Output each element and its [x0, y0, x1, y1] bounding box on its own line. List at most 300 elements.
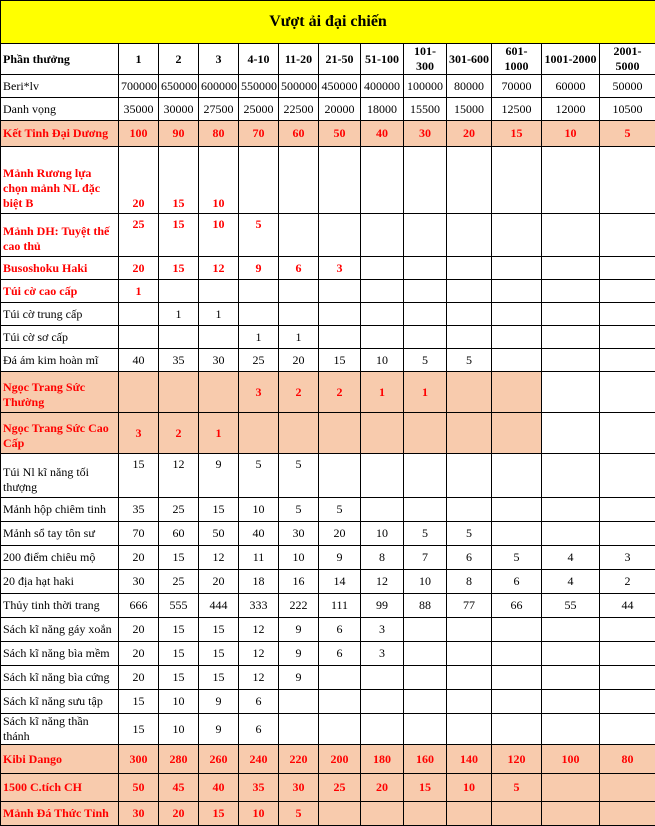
reward-value-cell: 3 [361, 642, 404, 666]
reward-name-cell: Đá ám kim hoàn mĩ [1, 349, 119, 372]
reward-value-cell: 240 [239, 745, 279, 774]
reward-value-cell: 20 [361, 774, 404, 802]
reward-value-cell: 20 [199, 570, 239, 594]
reward-value-cell [361, 257, 404, 280]
reward-value-cell: 20000 [319, 98, 361, 121]
reward-value-cell [361, 147, 404, 214]
reward-value-cell [600, 257, 655, 280]
reward-value-cell: 3 [600, 546, 655, 570]
reward-value-cell [600, 774, 655, 802]
reward-value-cell: 5 [279, 802, 319, 826]
reward-value-cell: 222 [279, 594, 319, 618]
reward-value-cell: 280 [159, 745, 199, 774]
reward-value-cell: 3 [319, 257, 361, 280]
reward-value-cell [447, 413, 492, 454]
reward-value-cell [319, 214, 361, 257]
reward-value-cell: 6 [279, 257, 319, 280]
reward-value-cell [492, 618, 542, 642]
reward-value-cell: 5 [404, 349, 447, 372]
reward-value-cell [492, 498, 542, 522]
reward-value-cell: 12000 [542, 98, 600, 121]
reward-value-cell [279, 690, 319, 714]
reward-value-cell: 11 [239, 546, 279, 570]
reward-value-cell [361, 326, 404, 349]
reward-value-cell: 27500 [199, 98, 239, 121]
reward-value-cell [404, 690, 447, 714]
reward-value-cell: 30 [119, 802, 159, 826]
reward-value-cell [404, 147, 447, 214]
reward-value-cell: 20 [447, 121, 492, 147]
reward-value-cell: 5 [447, 522, 492, 546]
reward-name-cell: Túi cờ cao cấp [1, 280, 119, 303]
reward-value-cell: 35000 [119, 98, 159, 121]
header-cell: Phần thưởng [1, 44, 119, 75]
reward-value-cell: 60 [279, 121, 319, 147]
reward-value-cell: 10 [542, 121, 600, 147]
reward-value-cell: 40 [239, 522, 279, 546]
reward-value-cell [447, 257, 492, 280]
reward-value-cell: 50000 [600, 75, 655, 98]
reward-name-cell: Kết Tinh Đại Dương [1, 121, 119, 147]
reward-value-cell [404, 257, 447, 280]
reward-value-cell [319, 802, 361, 826]
table-row [1, 257, 655, 280]
reward-value-cell: 120 [492, 745, 542, 774]
reward-value-cell: 6 [319, 618, 361, 642]
reward-value-cell [447, 690, 492, 714]
header-cell: 21-50 [319, 44, 361, 75]
reward-value-cell [319, 666, 361, 690]
reward-value-cell [404, 454, 447, 498]
reward-value-cell: 20 [119, 642, 159, 666]
table-row [1, 774, 655, 802]
reward-value-cell: 100000 [404, 75, 447, 98]
reward-name-cell: Ngọc Trang Sức Cao Cấp [1, 413, 119, 454]
reward-value-cell: 70000 [492, 75, 542, 98]
reward-value-cell [279, 714, 319, 745]
table-row [1, 666, 655, 690]
reward-value-cell: 15 [199, 498, 239, 522]
reward-value-cell [404, 413, 447, 454]
reward-value-cell [319, 326, 361, 349]
reward-value-cell [542, 303, 600, 326]
reward-value-cell [361, 280, 404, 303]
reward-value-cell: 15 [319, 349, 361, 372]
reward-value-cell: 5 [492, 546, 542, 570]
reward-value-cell: 10 [404, 570, 447, 594]
reward-value-cell: 180 [361, 745, 404, 774]
reward-value-cell [319, 714, 361, 745]
reward-value-cell [447, 326, 492, 349]
reward-value-cell: 30 [199, 349, 239, 372]
reward-value-cell [361, 214, 404, 257]
table-row [1, 349, 655, 372]
reward-value-cell: 3 [119, 413, 159, 454]
reward-value-cell [600, 349, 655, 372]
reward-value-cell: 25 [239, 349, 279, 372]
table-row [1, 690, 655, 714]
reward-value-cell: 500000 [279, 75, 319, 98]
reward-name-cell: Mảnh DH: Tuyệt thế cao thủ [1, 214, 119, 257]
reward-value-cell: 15 [492, 121, 542, 147]
sheet-title: Vượt ải đại chiến [1, 1, 655, 44]
reward-value-cell: 15 [159, 147, 199, 214]
reward-value-cell: 20 [119, 618, 159, 642]
reward-value-cell [542, 214, 600, 257]
reward-value-cell [199, 280, 239, 303]
reward-name-cell: Túi cờ trung cấp [1, 303, 119, 326]
reward-value-cell [447, 214, 492, 257]
reward-value-cell: 100 [542, 745, 600, 774]
table-row [1, 802, 655, 826]
reward-value-cell: 2 [319, 372, 361, 413]
reward-value-cell: 66 [492, 594, 542, 618]
reward-value-cell: 25 [119, 214, 159, 257]
reward-value-cell [542, 666, 600, 690]
reward-value-cell: 70 [239, 121, 279, 147]
reward-value-cell: 1 [199, 303, 239, 326]
reward-value-cell: 10 [159, 714, 199, 745]
reward-value-cell: 6 [239, 690, 279, 714]
reward-value-cell [239, 303, 279, 326]
reward-value-cell: 9 [279, 666, 319, 690]
reward-value-cell [404, 303, 447, 326]
reward-value-cell: 5 [404, 522, 447, 546]
reward-value-cell: 4 [542, 570, 600, 594]
reward-value-cell [279, 303, 319, 326]
reward-value-cell: 20 [159, 802, 199, 826]
reward-value-cell: 6 [239, 714, 279, 745]
reward-name-cell: Danh vọng [1, 98, 119, 121]
reward-value-cell: 160 [404, 745, 447, 774]
reward-value-cell [239, 147, 279, 214]
reward-value-cell [492, 802, 542, 826]
reward-value-cell [600, 326, 655, 349]
reward-value-cell: 30 [119, 570, 159, 594]
reward-value-cell [279, 280, 319, 303]
reward-name-cell: Beri*lv [1, 75, 119, 98]
reward-value-cell [319, 413, 361, 454]
reward-value-cell [119, 372, 159, 413]
reward-value-cell [361, 454, 404, 498]
reward-value-cell: 40 [119, 349, 159, 372]
header-cell: 2001-5000 [600, 44, 655, 75]
reward-value-cell [492, 454, 542, 498]
reward-name-cell: 20 địa hạt haki [1, 570, 119, 594]
reward-value-cell: 5 [239, 454, 279, 498]
reward-value-cell: 15 [159, 642, 199, 666]
reward-value-cell [159, 372, 199, 413]
table-row [1, 121, 655, 147]
table-row [1, 326, 655, 349]
reward-value-cell [542, 714, 600, 745]
reward-value-cell [600, 666, 655, 690]
reward-value-cell: 15 [159, 666, 199, 690]
reward-value-cell [361, 690, 404, 714]
reward-value-cell [542, 498, 600, 522]
reward-value-cell: 555 [159, 594, 199, 618]
reward-name-cell: Sách kĩ năng gáy xoắn [1, 618, 119, 642]
reward-value-cell: 700000 [119, 75, 159, 98]
reward-value-cell: 140 [447, 745, 492, 774]
reward-value-cell: 12 [361, 570, 404, 594]
reward-value-cell: 12500 [492, 98, 542, 121]
reward-value-cell [404, 666, 447, 690]
reward-value-cell: 5 [279, 498, 319, 522]
reward-value-cell: 22500 [279, 98, 319, 121]
reward-value-cell [492, 280, 542, 303]
reward-name-cell: Mảnh Rương lựa chọn mảnh NL đặc biệt B [1, 147, 119, 214]
reward-value-cell [542, 774, 600, 802]
reward-value-cell: 450000 [319, 75, 361, 98]
reward-value-cell [542, 413, 600, 454]
reward-value-cell: 10 [199, 214, 239, 257]
reward-value-cell: 12 [239, 618, 279, 642]
reward-name-cell: Sách kĩ năng sưu tập [1, 690, 119, 714]
reward-value-cell [319, 303, 361, 326]
reward-value-cell: 10 [239, 802, 279, 826]
table-row [1, 546, 655, 570]
reward-value-cell: 2 [159, 413, 199, 454]
reward-value-cell: 15500 [404, 98, 447, 121]
table-row [1, 214, 655, 257]
reward-name-cell: Mảnh Đá Thức Tỉnh [1, 802, 119, 826]
reward-value-cell [361, 498, 404, 522]
reward-value-cell: 14 [319, 570, 361, 594]
reward-value-cell [542, 618, 600, 642]
reward-value-cell: 9 [279, 618, 319, 642]
reward-value-cell: 40 [199, 774, 239, 802]
reward-value-cell: 333 [239, 594, 279, 618]
reward-value-cell [600, 303, 655, 326]
reward-value-cell: 666 [119, 594, 159, 618]
reward-value-cell: 12 [199, 546, 239, 570]
reward-value-cell: 15 [159, 257, 199, 280]
reward-value-cell [492, 326, 542, 349]
reward-value-cell [492, 372, 542, 413]
reward-value-cell: 77 [447, 594, 492, 618]
reward-value-cell [447, 618, 492, 642]
reward-value-cell: 6 [319, 642, 361, 666]
reward-value-cell [404, 714, 447, 745]
reward-value-cell [600, 522, 655, 546]
reward-value-cell: 90 [159, 121, 199, 147]
reward-value-cell [361, 413, 404, 454]
table-row [1, 147, 655, 214]
reward-value-cell: 25 [159, 498, 199, 522]
reward-value-cell: 30 [404, 121, 447, 147]
reward-value-cell [600, 454, 655, 498]
reward-name-cell: Mảnh hộp chiêm tinh [1, 498, 119, 522]
reward-value-cell: 15 [199, 802, 239, 826]
reward-value-cell: 30 [279, 522, 319, 546]
reward-value-cell [492, 303, 542, 326]
reward-value-cell [404, 802, 447, 826]
reward-value-cell: 12 [239, 666, 279, 690]
reward-value-cell: 20 [119, 666, 159, 690]
reward-value-cell: 88 [404, 594, 447, 618]
header-cell: 1001-2000 [542, 44, 600, 75]
reward-value-cell: 35 [119, 498, 159, 522]
reward-value-cell: 15 [119, 714, 159, 745]
reward-value-cell: 44 [600, 594, 655, 618]
reward-value-cell [319, 280, 361, 303]
reward-value-cell [361, 802, 404, 826]
reward-value-cell: 600000 [199, 75, 239, 98]
reward-value-cell: 12 [199, 257, 239, 280]
reward-value-cell: 2 [279, 372, 319, 413]
reward-value-cell [404, 280, 447, 303]
reward-value-cell [492, 666, 542, 690]
header-cell: 51-100 [361, 44, 404, 75]
reward-value-cell: 4 [542, 546, 600, 570]
reward-value-cell: 5 [600, 121, 655, 147]
reward-value-cell [447, 642, 492, 666]
reward-value-cell [542, 280, 600, 303]
reward-value-cell: 18 [239, 570, 279, 594]
reward-value-cell: 9 [199, 690, 239, 714]
reward-value-cell: 15000 [447, 98, 492, 121]
reward-value-cell [447, 147, 492, 214]
reward-value-cell: 5 [447, 349, 492, 372]
reward-value-cell: 20 [119, 546, 159, 570]
reward-value-cell: 70 [119, 522, 159, 546]
table-row [1, 454, 655, 498]
table-body [1, 75, 655, 826]
reward-value-cell [600, 618, 655, 642]
reward-value-cell: 10 [159, 690, 199, 714]
reward-value-cell: 1 [404, 372, 447, 413]
reward-value-cell [492, 349, 542, 372]
reward-value-cell: 60 [159, 522, 199, 546]
reward-value-cell: 10 [361, 349, 404, 372]
reward-value-cell: 10500 [600, 98, 655, 121]
reward-value-cell [199, 372, 239, 413]
header-cell: 101-300 [404, 44, 447, 75]
reward-value-cell: 12 [239, 642, 279, 666]
header-cell: 601-1000 [492, 44, 542, 75]
reward-value-cell [159, 326, 199, 349]
reward-value-cell [542, 326, 600, 349]
reward-value-cell [404, 498, 447, 522]
reward-value-cell: 10 [279, 546, 319, 570]
reward-value-cell [542, 642, 600, 666]
reward-value-cell [447, 372, 492, 413]
reward-value-cell [492, 257, 542, 280]
reward-value-cell [492, 690, 542, 714]
reward-value-cell: 20 [319, 522, 361, 546]
reward-value-cell [447, 714, 492, 745]
table-row [1, 745, 655, 774]
reward-value-cell: 7 [404, 546, 447, 570]
reward-value-cell [319, 147, 361, 214]
table-row [1, 280, 655, 303]
reward-value-cell [492, 147, 542, 214]
reward-value-cell: 50 [319, 121, 361, 147]
reward-name-cell: Mảnh sổ tay tôn sư [1, 522, 119, 546]
reward-value-cell [542, 802, 600, 826]
reward-value-cell: 8 [447, 570, 492, 594]
reward-value-cell: 15 [119, 454, 159, 498]
reward-value-cell [600, 714, 655, 745]
header-cell: 4-10 [239, 44, 279, 75]
reward-value-cell [319, 690, 361, 714]
reward-value-cell: 30 [279, 774, 319, 802]
reward-value-cell [492, 642, 542, 666]
reward-value-cell: 1 [279, 326, 319, 349]
reward-value-cell [600, 214, 655, 257]
table-row [1, 75, 655, 98]
reward-value-cell [199, 326, 239, 349]
reward-value-cell: 30000 [159, 98, 199, 121]
reward-value-cell: 10 [361, 522, 404, 546]
reward-name-cell: Sách kĩ năng bìa cứng [1, 666, 119, 690]
reward-value-cell: 6 [492, 570, 542, 594]
reward-value-cell [492, 522, 542, 546]
reward-value-cell [279, 147, 319, 214]
table-row [1, 98, 655, 121]
reward-value-cell: 5 [279, 454, 319, 498]
reward-value-cell [447, 802, 492, 826]
reward-value-cell: 25000 [239, 98, 279, 121]
reward-value-cell: 25 [319, 774, 361, 802]
reward-value-cell [600, 498, 655, 522]
reward-value-cell: 50 [199, 522, 239, 546]
reward-name-cell: 200 điểm chiêu mộ [1, 546, 119, 570]
reward-value-cell: 1 [159, 303, 199, 326]
table-row [1, 522, 655, 546]
reward-value-cell [492, 714, 542, 745]
reward-value-cell: 100 [119, 121, 159, 147]
reward-value-cell [542, 690, 600, 714]
table-row [1, 714, 655, 745]
reward-value-cell: 10 [447, 774, 492, 802]
reward-value-cell: 15 [199, 618, 239, 642]
reward-value-cell [492, 413, 542, 454]
reward-name-cell: Kibi Dango [1, 745, 119, 774]
reward-value-cell [600, 690, 655, 714]
reward-value-cell: 35 [239, 774, 279, 802]
reward-value-cell [600, 802, 655, 826]
reward-value-cell: 12 [159, 454, 199, 498]
reward-value-cell [542, 372, 600, 413]
reward-value-cell: 80000 [447, 75, 492, 98]
reward-value-cell: 9 [319, 546, 361, 570]
reward-value-cell: 3 [239, 372, 279, 413]
reward-value-cell [447, 666, 492, 690]
reward-value-cell: 20 [119, 257, 159, 280]
reward-value-cell [239, 280, 279, 303]
table-row [1, 618, 655, 642]
reward-value-cell: 650000 [159, 75, 199, 98]
reward-value-cell: 1 [239, 326, 279, 349]
reward-value-cell [239, 413, 279, 454]
reward-value-cell: 9 [199, 714, 239, 745]
reward-value-cell [600, 147, 655, 214]
reward-value-cell [600, 372, 655, 413]
reward-value-cell [447, 280, 492, 303]
reward-value-cell: 8 [361, 546, 404, 570]
table-row [1, 372, 655, 413]
reward-value-cell [279, 413, 319, 454]
reward-value-cell: 15 [199, 642, 239, 666]
reward-value-cell [542, 454, 600, 498]
reward-value-cell: 15 [199, 666, 239, 690]
reward-value-cell [600, 642, 655, 666]
reward-value-cell [279, 214, 319, 257]
reward-name-cell: Sách kĩ năng thần thánh [1, 714, 119, 745]
reward-value-cell: 9 [239, 257, 279, 280]
